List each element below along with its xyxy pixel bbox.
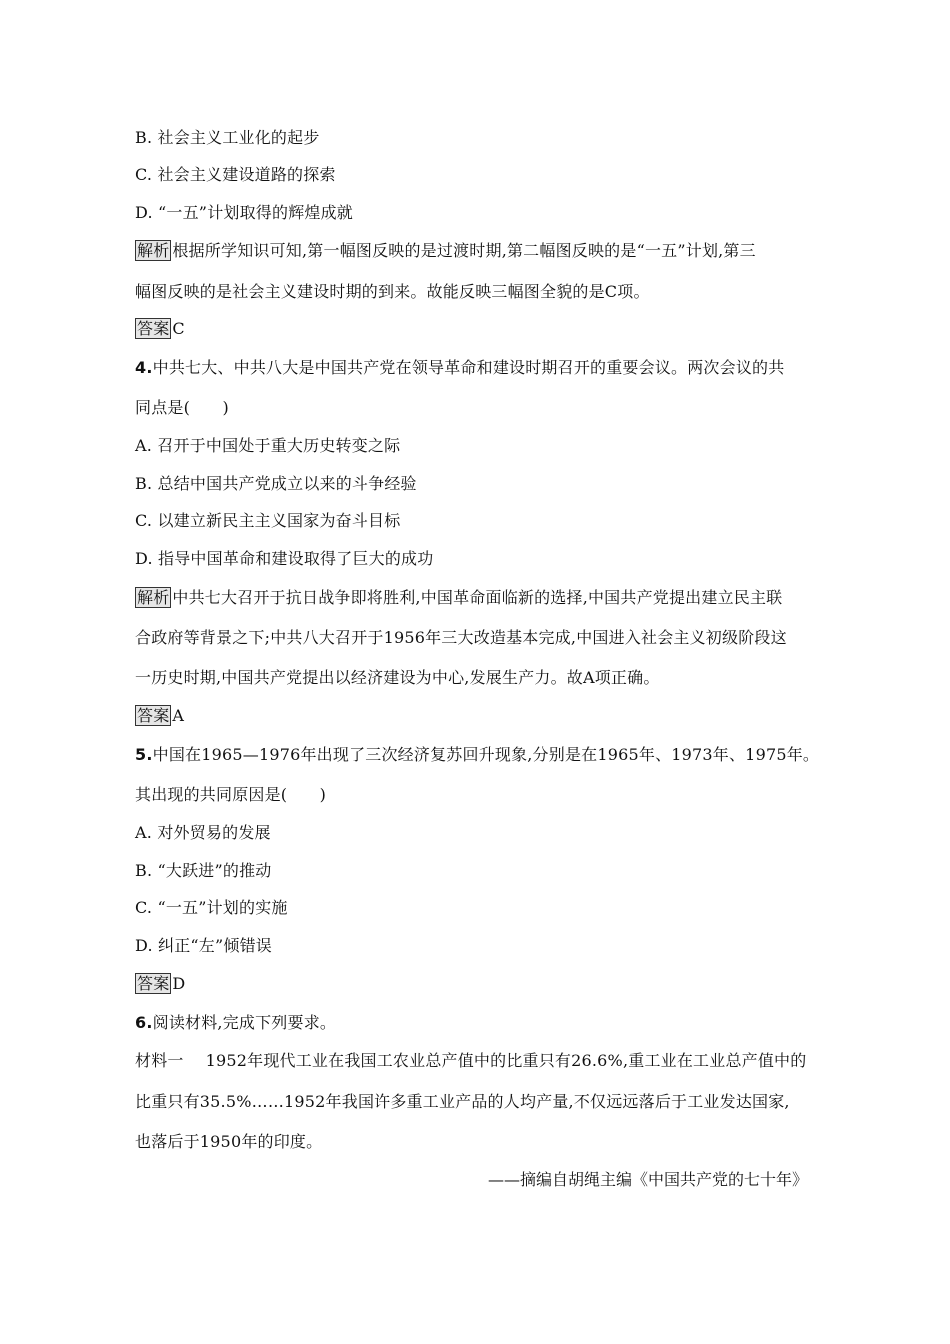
q4-analysis-line-3: 一历史时期,中国共产党提出以经济建设为中心,发展生产力。故A项正确。 (135, 668, 660, 687)
q4-analysis-text-1: 中共七大召开于抗日战争即将胜利,中国革命面临新的选择,中国共产党提出建立民主联 (172, 588, 783, 607)
answer-tag: 答案 (137, 974, 170, 993)
q5-answer-line (135, 973, 185, 995)
q4-option-c: C. 以建立新民主主义国家为奋斗目标 (135, 511, 401, 530)
q3-option-d: D. “一五”计划取得的辉煌成就 (135, 203, 353, 222)
q4-option-d: D. 指导中国革命和建设取得了巨大的成功 (135, 549, 434, 568)
q5-option-d: D. 纠正“左”倾错误 (135, 936, 272, 955)
q6-stem-line (135, 1012, 336, 1034)
q4-stem-line-1 (135, 357, 784, 379)
q6-material-line-3: 也落后于1950年的印度。 (135, 1132, 323, 1151)
q4-stem-text-1: 中共七大、中共八大是中国共产党在领导革命和建设时期召开的重要会议。两次会议的共 (152, 358, 785, 377)
q6-material-source: ——摘编自胡绳主编《中国共产党的七十年》 (487, 1170, 808, 1189)
q4-answer-line (135, 705, 184, 727)
q3-analysis-text-1: 根据所学知识可知,第一幅图反映的是过渡时期,第二幅图反映的是“一五”计划,第三 (172, 241, 756, 260)
q5-option-a: A. 对外贸易的发展 (135, 823, 271, 842)
q4-option-b: B. 总结中国共产党成立以来的斗争经验 (135, 474, 417, 493)
answer-tag: 答案 (137, 706, 170, 725)
q3-answer-line (135, 318, 185, 340)
q3-option-b: B. 社会主义工业化的起步 (135, 128, 320, 147)
q3-answer: C (172, 319, 185, 338)
q4-answer: A (172, 706, 185, 725)
q6-number: 6. (135, 1013, 153, 1032)
q3-analysis-line-2: 幅图反映的是社会主义建设时期的到来。故能反映三幅图全貌的是C项。 (135, 282, 650, 301)
q4-option-a: A. 召开于中国处于重大历史转变之际 (135, 436, 401, 455)
q4-analysis-line-1 (135, 587, 782, 609)
q6-stem-text: 阅读材料,完成下列要求。 (152, 1013, 337, 1032)
q3-option-c: C. 社会主义建设道路的探索 (135, 165, 336, 184)
q5-number: 5. (135, 745, 153, 764)
q3-analysis-line-1 (135, 240, 756, 262)
q6-material-line-1 (135, 1050, 806, 1072)
q5-answer: D (172, 974, 186, 993)
material-label: 材料一 (135, 1051, 184, 1070)
q4-analysis-line-2: 合政府等背景之下;中共八大召开于1956年三大改造基本完成,中国进入社会主义初级阶段这 (135, 628, 787, 647)
q5-option-b: B. “大跃进”的推动 (135, 861, 272, 880)
q6-material-line-2: 比重只有35.5%……1952年我国许多重工业产品的人均产量,不仅远远落后于工业发达国家, (135, 1092, 790, 1111)
analysis-tag: 解析 (137, 588, 170, 607)
q5-option-c: C. “一五”计划的实施 (135, 898, 288, 917)
answer-tag: 答案 (137, 319, 170, 338)
q6-material-text-1: 1952年现代工业在我国工农业总产值中的比重只有26.6%,重工业在工业总产值中的 (205, 1051, 807, 1070)
q4-number: 4. (135, 358, 153, 377)
q5-stem-line-2: 其出现的共同原因是( ) (135, 785, 327, 804)
q4-stem-line-2: 同点是( ) (135, 398, 229, 417)
q5-stem-line-1 (135, 744, 819, 766)
q5-stem-text-1: 中国在1965—1976年出现了三次经济复苏回升现象,分别是在1965年、1973年、1975年。 (152, 745, 820, 764)
analysis-tag: 解析 (137, 241, 170, 260)
